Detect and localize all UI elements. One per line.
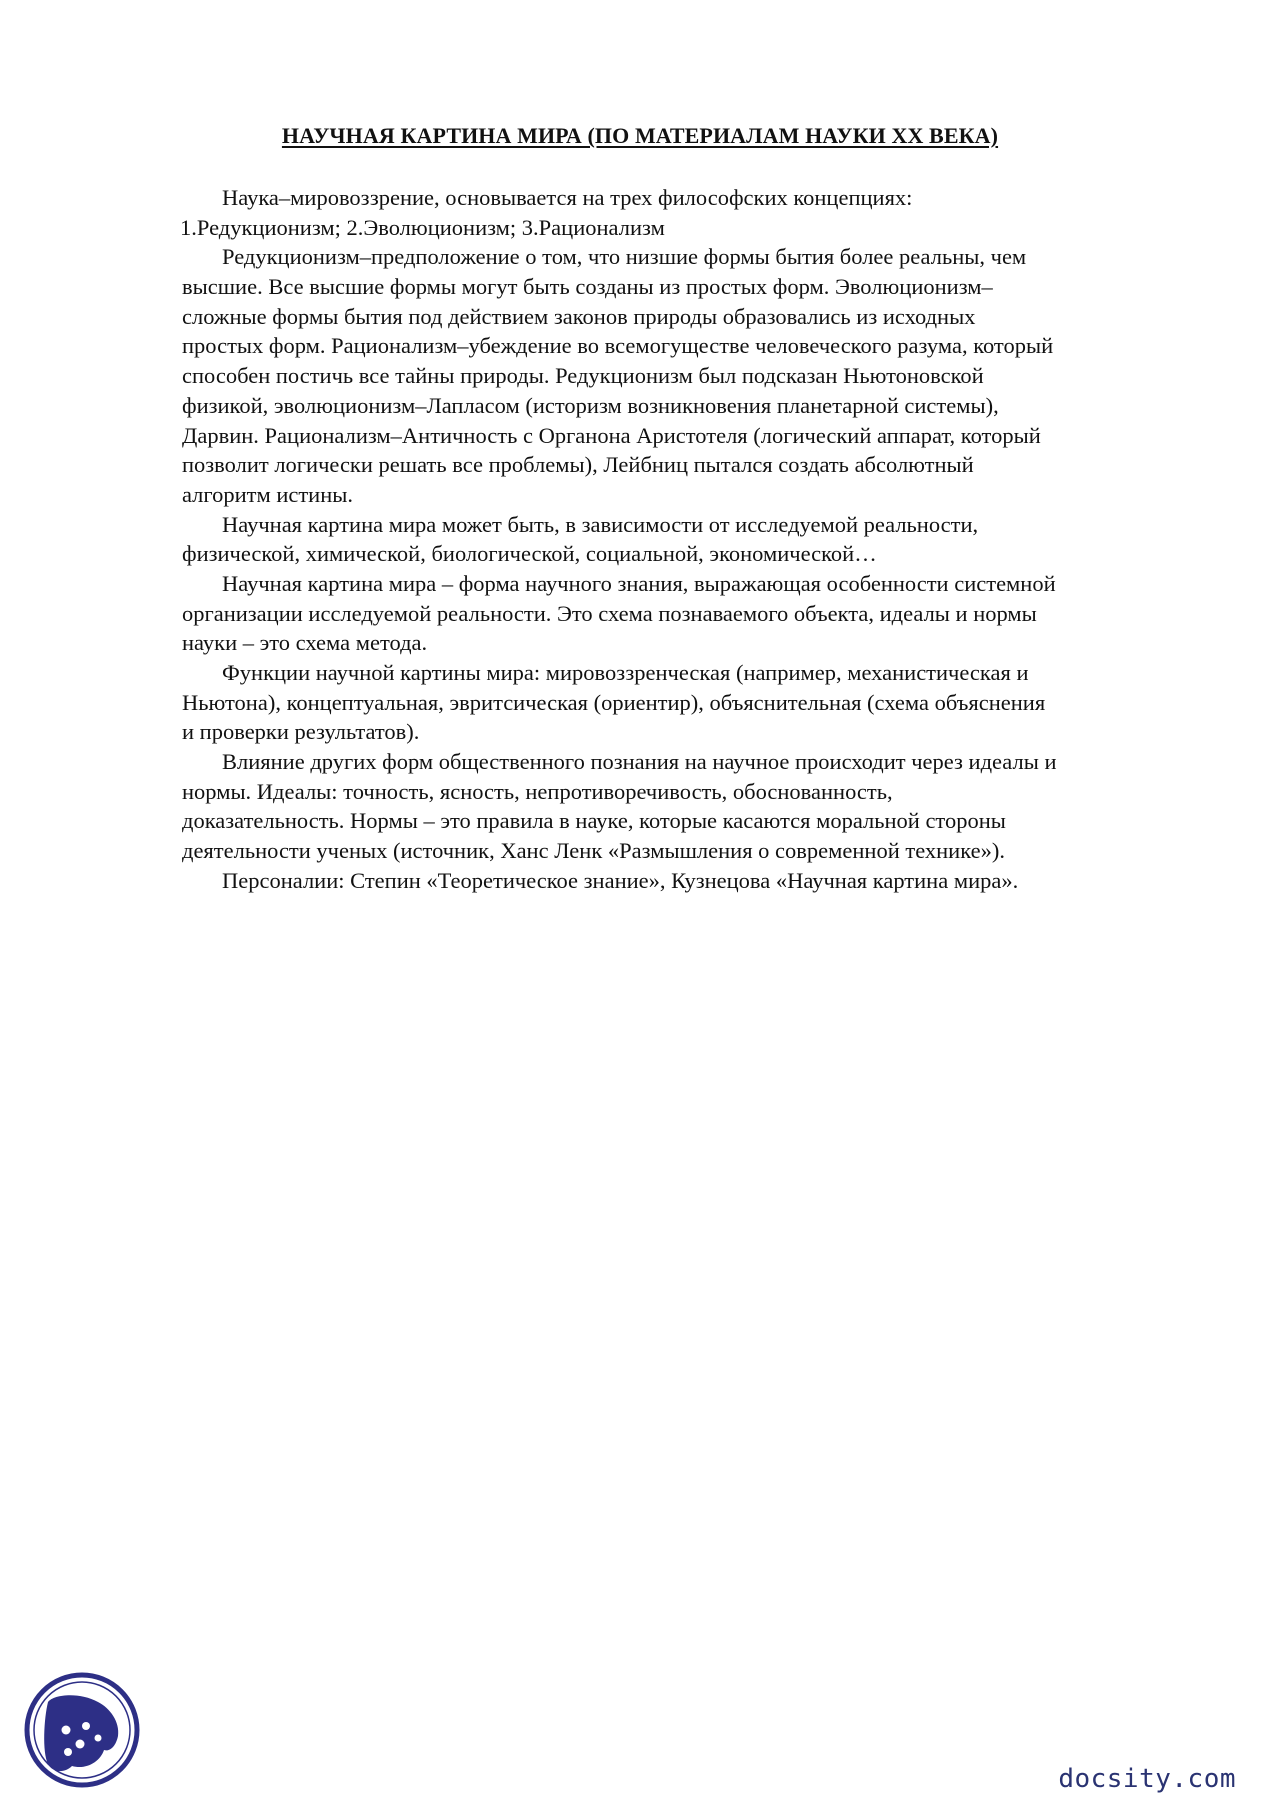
text-line: деятельности ученых (источник, Ханс Ленк «Размышления о современной технике»). <box>182 838 1005 864</box>
text-line: Дарвин. Рационализм–Античность с Органона Аристотеля (логический аппарат, который <box>182 422 1041 448</box>
text-line: науки – это схема метода. <box>182 630 428 656</box>
text-line: Персоналии: Степин «Теоретическое знание», Кузнецова «Научная картина мира». <box>222 867 1019 893</box>
docsity-watermark[interactable]: docsity.com <box>1058 1764 1236 1794</box>
text-line: Наука–мировоззрение, основывается на трех философских концепциях: <box>222 185 913 210</box>
text-line: Функции научной картины мира: мировоззренческая (например, механистическая и <box>222 660 1029 685</box>
text-line: физической, химической, биологической, социальной, экономической… <box>182 541 877 567</box>
text-line: Научная картина мира – форма научного знания, выражающая особенности системной <box>222 570 1056 596</box>
text-line: 1.Редукционизм; 2.Эволюционизм; 3.Рационализм <box>180 214 665 240</box>
text-line: сложные формы бытия под действием законов природы образовались из исходных <box>182 303 976 329</box>
text-line: нормы. Идеалы: точность, ясность, непротиворечивость, обоснованность, <box>182 778 893 804</box>
text-line: алгоритм истины. <box>182 481 354 507</box>
text-line: Влияние других форм общественного познания на научное происходит через идеалы и <box>222 749 1057 775</box>
text-line: простых форм. Рационализм–убеждение во всемогуществе человеческого разума, который <box>182 333 1054 359</box>
text-line: Ньютона), концептуальная, эвритсическая (ориентир), объяснительная (схема объяснения <box>182 689 1046 715</box>
text-line: Редукционизм–предположение о том, что низшие формы бытия более реальны, чем <box>222 244 1027 270</box>
docsity-logo-icon <box>24 1672 140 1788</box>
document-title: НАУЧНАЯ КАРТИНА МИРА (ПО МАТЕРИАЛАМ НАУКИ XX ВЕКА) <box>281 123 999 148</box>
text-line: способен постичь все тайны природы. Редукционизм был подсказан Ньютоновской <box>182 363 984 389</box>
text-line: организации исследуемой реальности. Это схема познаваемого объекта, идеалы и нормы <box>182 600 1037 626</box>
text-line: Научная картина мира может быть, в зависимости от исследуемой реальности, <box>222 511 979 537</box>
text-line: доказательность. Нормы – это правила в науке, которые касаются моральной стороны <box>182 808 1006 834</box>
text-line: высшие. Все высшие формы могут быть созданы из простых форм. Эволюционизм– <box>182 274 993 300</box>
text-line: и проверки результатов). <box>182 719 420 745</box>
document-body <box>182 183 1202 896</box>
text-line: физикой, эволюционизм–Лапласом (историзм возникновения планетарной системы), <box>182 392 999 418</box>
text-line: позволит логически решать все проблемы), Лейбниц пытался создать абсолютный <box>182 452 974 478</box>
